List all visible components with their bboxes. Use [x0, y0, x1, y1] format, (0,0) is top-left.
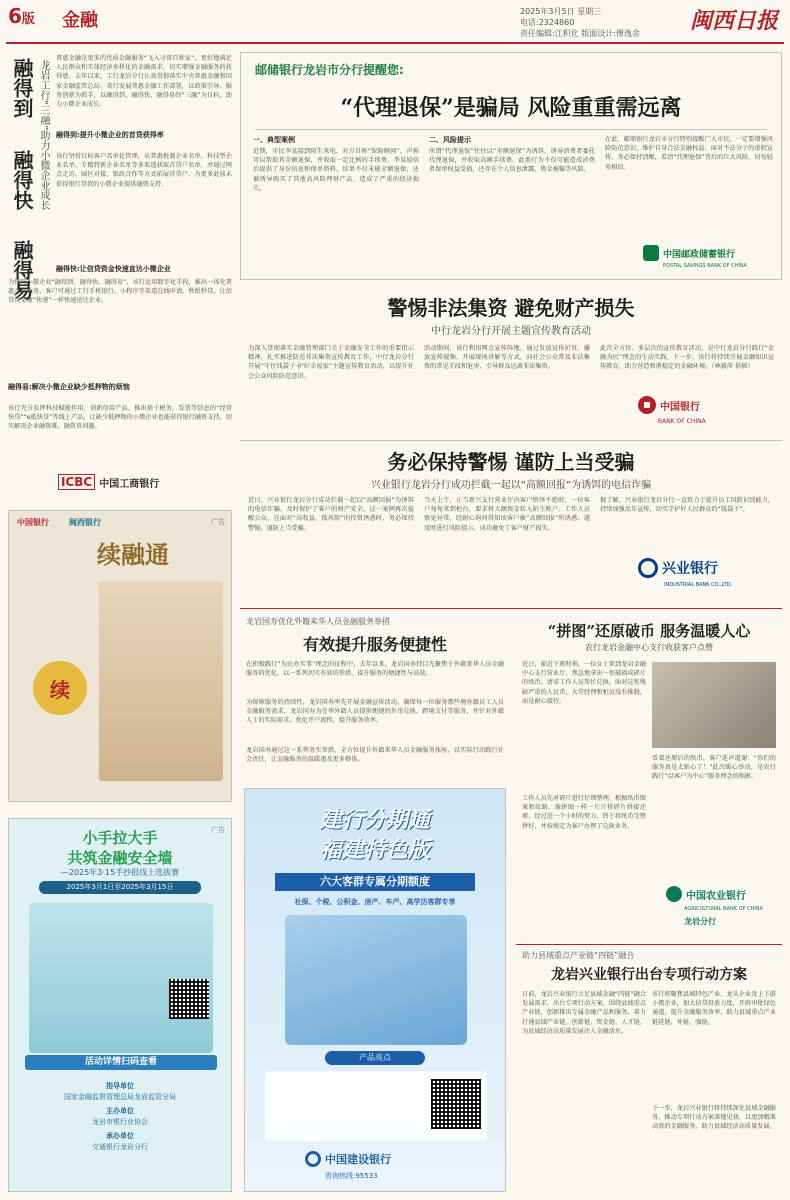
abc-headline: “拼图”还原破币 服务温暖人心	[547, 622, 751, 640]
abc-p1: 近日，临近下班时刻，一位女士来到龙岩金融中心支行营业厅，焦急地拿出一张破损成碎片的纸币，请求工作人员帮忙兑换。面对这张残缺严重的人民币，大堂经理和柜员没有推脱，而是耐心接待。	[522, 661, 646, 705]
county-p1: 日前，龙岩兴业银行立足县域金融“四链”融合发展需求，出台专项行动方案，围绕县域重点产业链，创新推出专属金融产品和服务，着力打通县域产业链、创新链、资金链、人才链，为县域经济高质量发展注入金融活水。	[522, 991, 646, 1035]
psbc-mark-icon	[643, 245, 659, 261]
psbc-kicker: 邮储银行龙岩市分行提醒您:	[255, 63, 404, 77]
cib-mark-icon	[638, 558, 658, 578]
organizer: 国家金融监督管理总局龙岩监管分局	[64, 1093, 176, 1101]
divider	[240, 608, 782, 609]
psbc-story	[240, 52, 782, 280]
qr-code-icon[interactable]	[431, 1079, 481, 1129]
story-p2: 为保障小微企业“融得到、融得快、融得易”，该行运用数字化手段，推出一体化普惠金融服务，客户可通过工行手机银行、小程序等渠道在线申请、秒批秒贷，让信贷资金像“快递”一样快速送达企业。	[8, 279, 232, 305]
abc-photo	[652, 662, 776, 748]
story-p3: 该行充分发挥科技赋能作用，创新信用产品，推出基于税务、发票等信息的“经营快贷”“e抵快贷”等线上产品，让缺少抵押物的小微企业也能获得银行融资支持，切实解决企业融资难、融资贵问题。	[8, 405, 232, 431]
contest-dates: 2025年3月1日至2025年3月15日	[39, 881, 201, 894]
story-subtitle: 龙岩工行“三融”助力小微企业成长	[38, 60, 49, 211]
icbc-mark-icon: ICBC	[58, 474, 95, 490]
cib-logo: 兴业银行	[638, 558, 718, 578]
psbc-headline: “代理退保”是骗局 风险重重需远离	[340, 95, 682, 121]
story-title-1: 融得到	[10, 58, 34, 118]
story-h1: 融得到:提升小微企业的首贷获得率	[56, 131, 164, 139]
header-rule	[6, 42, 784, 44]
ad-bank2: 闽西银行	[69, 518, 101, 527]
boc-mark-icon	[638, 396, 656, 414]
psbc-p1: 近期，市民李某接到陌生来电，对方自称“保险顾问”，声称可以帮助其全额退保，并收取一定比例的手续费。李某轻信后提供了身份信息和保单资料，结果不仅未能全额退保，还被诱导购买了其他高风险理财产品，造成了严重的经济损失。	[253, 148, 419, 192]
contest-illustration	[29, 903, 213, 1053]
story-title-2: 融得快	[10, 150, 34, 210]
abc-p2: 工作人员先对碎片进行仔细整理，根据纸币图案和纹路，像拼图一样一片片将碎片拼接还原，经过近一个小时的努力，终于将纸币完整拼好，并按规定为客户办理了兑换业务。	[522, 795, 646, 830]
ccb-ad-title2: 福建特色版	[319, 838, 430, 863]
issue-date: 2025年3月5日 星期三	[520, 7, 602, 16]
qr-code-icon[interactable]	[169, 979, 209, 1019]
guoshou-p1: 在积极践行“为民办实事”理念的征程中，去年以来，龙岩国寿持目光聚焦于外籍来华人员金融服务的优化，以一系列切实有效的举措，提升服务的便捷性与高效。	[246, 661, 504, 678]
page-number: 6版	[8, 4, 35, 28]
ccb-ad-banner: 六大客群专属分期额度	[275, 873, 475, 891]
ad-ccb-fenqi[interactable]	[244, 788, 506, 1192]
psbc-h1: 一、典型案例	[253, 136, 295, 144]
ad-xurongtong[interactable]	[8, 510, 232, 802]
organizer-head: 指导单位	[106, 1082, 134, 1090]
cib-p2: 当天上午，正当新兴支行营业厅内客户络绎不绝时，一位客户匆匆来到柜台，要求将大额资金转入陌生账户。工作人员察觉异常，经耐心询问得知该客户被“高额回报”所诱惑，遂及时进行风险提示，成功避免了客户财产损失。	[424, 497, 590, 532]
psbc-p3: 在此，邮储银行龙岩市分行特别提醒广大市民，一定要增强风险防范意识，维护自身合法金融权益。面对不法分子的虚假宣传，务必保持清醒，看清“代理退保”背后的巨大风险，切勿轻易相信。	[605, 136, 773, 171]
ad-315-contest[interactable]	[8, 818, 232, 1192]
issue-phone: 电话:2324860	[520, 18, 575, 27]
ccb-ad-label: 产品亮点	[325, 1051, 425, 1065]
boc-deck: 中行龙岩分行开展主题宣传教育活动	[431, 326, 591, 337]
boc-logo: 中国银行	[638, 396, 700, 414]
story-h2: 融得快:让信贷资金快速直达小微企业	[56, 265, 171, 273]
story-title-3: 融得易	[10, 240, 34, 300]
ad-product-name: 续融通	[97, 540, 169, 569]
guoshou-headline: 有效提升服务便捷性	[302, 635, 447, 654]
county-headline: 龙岩兴业银行出台专项行动方案	[551, 967, 747, 983]
ad-illustration	[99, 581, 223, 781]
guoshou-p3: 龙岩国寿通过这一系列务实举措，全方位提升外籍来华人员金融服务体验，以实际行动践行社会责任，让金融服务的温暖惠及更多群体。	[246, 747, 504, 764]
cib-deck: 兴业银行龙岩分行成功拦截一起以“高额回报”为诱饵的电信诈骗	[370, 480, 652, 491]
story-h3: 融得易:解决小微企业缺少抵押物的烦恼	[8, 383, 130, 391]
icbc-logo: ICBC 中国工商银行	[58, 474, 159, 490]
newspaper-logo: 闽西日报	[689, 8, 778, 34]
ccb-ad-tags: 社保、个税、公积金、房产、车产、高学历客群专享	[294, 898, 456, 906]
ccb-ad-illustration	[285, 915, 467, 1045]
abc-story	[516, 614, 782, 942]
contest-cta[interactable]: 活动详情扫码查看	[25, 1055, 217, 1070]
abc-p3: 看着还原后的纸币，客户连声道谢：“你们的服务真是太贴心了！”此次暖心举动，是农行践行“以客户为中心”服务理念的缩影。	[652, 755, 776, 781]
abc-branch: 龙岩分行	[684, 917, 716, 926]
boc-p2: 活动期间，该行利用网点宣传阵地，通过发放宣传折页、播放宣传视频、开展现场讲解等方式，向社会公众普及非法集资的常见手段和危害，引导群众远离非法集资。	[424, 345, 590, 371]
story-p1: 该行坚持目标客户名单化管理，从普惠税源企业名单、科技型企业名单、专精特新企业名单等多渠道获取首贷户名单，并通过网点走访、园区对接、银政合作等方式拓展首贷户，为更多此前未获得银行贷款的小微企业提供融资支持。	[56, 153, 232, 188]
contest-title2: 共筑金融安全墙	[67, 849, 173, 867]
boc-headline: 警惕非法集资 避免财产损失	[387, 296, 635, 320]
psbc-p2: 所谓“代理退保”往往以“全额退保”为诱饵，诱导消费者委托代理退保，并收取高额手续费。此类行为不仅可能造成消费者保单权益受损，还存在个人信息泄露、资金被骗等风险。	[429, 148, 595, 174]
contest-subtitle: —2025年3·15手抄报线上选拔赛	[60, 868, 180, 877]
psbc-rule	[255, 129, 767, 130]
ccb-phone: 咨询热线:95533	[325, 1172, 378, 1180]
issue-editors: 责任编辑:江积化 版面设计:傅逸舍	[520, 29, 640, 38]
ad-label: 广告	[211, 518, 225, 526]
guoshou-kicker: 龙岩国寿优化外籍来华人员金融服务举措	[246, 617, 390, 626]
county-p2: 该行将聚焦县域特色产业、龙头企业及上下游小微企业，加大信贷投放力度，开辟审批绿色通道，提升金融服务效率，助力县域重点产业链延链、补链、强链。	[652, 991, 776, 1026]
ad-seal-icon: 续	[33, 661, 87, 715]
guoshou-p2: 为保障服务的持续性，龙岩国寿率先开展金融宣传活动，确保每一位服务那些境外籍员工人员金融服务需求，龙岩国寿为在华外籍人员提供便捷的外币兑换、跨境支付等服务，并针对外籍人士的实际需求，优化开户流程，提升服务效率。	[246, 699, 504, 725]
coorg: 交通银行龙岩分行	[92, 1143, 148, 1151]
psbc-logo: 中国邮政储蓄银行	[643, 245, 735, 261]
story-intro: 普惠金融是更多的优质金融服务“飞入寻常百姓家”，更好地满足人民群众和实体经济多样化的金融需求，切实增强金融服务的获得感。去年以来，工行龙岩分行认真贯彻落实中央普惠金融和国家金融监管总局、省行发展普惠金融工作部署，以政策引导、服务创新为抓手，以融得到、融得快、融得易的“三融”为目标，助力小微企业成长。	[56, 55, 232, 109]
ad-label: 广告	[211, 826, 225, 834]
icbc-story	[8, 50, 232, 494]
ccb-logo: 中国建设银行	[305, 1151, 391, 1167]
ccb-mark-icon	[305, 1151, 321, 1167]
cib-p1: 近日，兴业银行龙岩分行成功拦截一起以“高额回报”为诱饵的电信诈骗，及时保护了客户的财产安全。这一案例再次提醒公众，在面对“高收益、低风险”的投资诱惑时，务必保持警惕，谨防上当受骗。	[248, 497, 414, 532]
county-story	[516, 948, 782, 1194]
contest-title1: 小手拉大手	[82, 829, 158, 847]
abc-logo: 中国农业银行	[666, 886, 746, 902]
psbc-logo-en: POSTAL SAVINGS BANK OF CHINA	[663, 263, 747, 269]
host-head: 主办单位	[106, 1107, 134, 1115]
coorg-head: 承办单位	[106, 1132, 134, 1140]
abc-logo-en: AGRICULTURAL BANK OF CHINA	[684, 906, 763, 912]
psbc-h2: 二、风险提示	[429, 136, 471, 144]
abc-deck: 农行龙岩金融中心支行收获客户点赞	[585, 643, 713, 652]
boc-p3: 此次全方位、多层次的宣传教育活动，是中行龙岩分行践行“金融为民”理念的生动实践。下一步，该行将持续开展金融知识宣传教育，助力营造和谐稳定的金融环境。（林毅萍 供稿）	[600, 345, 774, 371]
section-title: 金融	[62, 10, 98, 31]
host: 龙岩市银行业协会	[92, 1118, 148, 1126]
county-p3: 下一步，龙岩兴业银行将持续深化县域金融服务，推动专项行动方案落地见效，以更加精准高效的金融服务，助力县域经济高质量发展。	[652, 1105, 776, 1131]
cib-p3: 据了解，兴业银行龙岩分行一直致力于提升员工风险识别能力，持续加强反诈宣传，切实守护好人民群众的“钱袋子”。	[600, 497, 774, 514]
divider	[516, 944, 782, 945]
cib-logo-en: INDUSTRIAL BANK CO.,LTD.	[664, 582, 733, 588]
boc-story	[240, 288, 782, 438]
cib-headline: 务必保持警惕 谨防上当受骗	[387, 450, 635, 474]
cib-story	[240, 446, 782, 606]
ad-bank1: 中国银行	[17, 518, 49, 527]
boc-logo-en: BANK OF CHINA	[658, 418, 706, 425]
ccb-ad-title1: 建行分期通	[319, 808, 430, 833]
abc-mark-icon	[666, 886, 682, 902]
county-kicker: 助力县域重点产业链“四链”融合	[522, 951, 635, 960]
divider	[240, 440, 782, 441]
guoshou-story	[240, 614, 510, 782]
boc-p1: 为深入贯彻落实金融管理部门关于金融安全工作的重要指示精神，扎实推进防范非法集资宣传教育工作，中行龙岩分行开展“守住钱袋子·护好幸福家”主题宣传教育活动，以提升社会公众风险防范意识。	[248, 345, 414, 380]
